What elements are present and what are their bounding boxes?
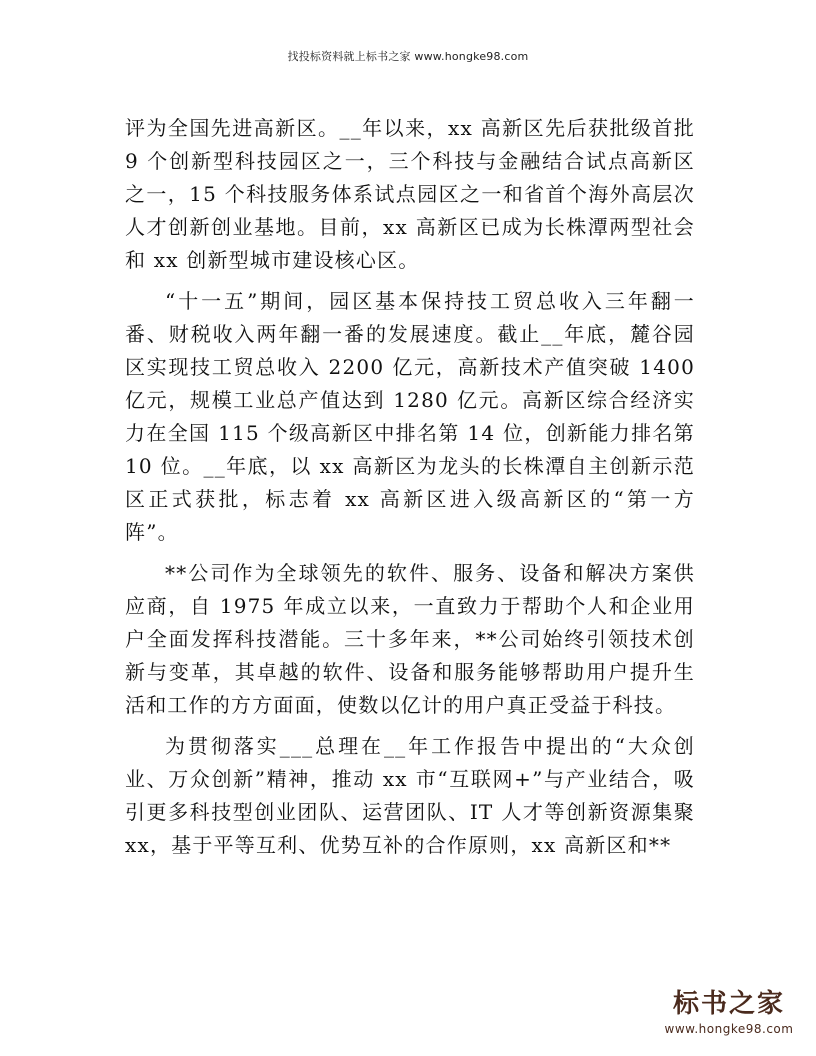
paragraph: 为贯彻落实___总理在__年工作报告中提出的“大众创业、万众创新”精神，推动 xx 市“互联网+”与产业结合，吸引更多科技型创业团队、运营团队、IT 人才等创新资源集聚 xx，基于平等互利、优势互补的合作原则，xx 高新区和** (125, 734, 695, 857)
watermark-logo (664, 990, 794, 1036)
paragraph: 评为全国先进高新区。__年以来，xx 高新区先后获批级首批 9 个创新型科技园区之一，三个科技与金融结合试点高新区之一，15 个科技服务体系试点园区之一和省首个海外高层次人才创新创业基地。目前，xx 高新区已成为长株潭两型社会和 xx 创新型城市建设核心区。 (125, 116, 695, 272)
paragraph: “十一五”期间，园区基本保持技工贸总收入三年翻一番、财税收入两年翻一番的发展速度。截止__年底，麓谷园区实现技工贸总收入 2200 亿元，高新技术产值突破 1400 亿元，规模工业总产值达到 1280 亿元。高新区综合经济实力在全国 115 个级高新区中排名第 14 位，创新能力排名第 10 位。__年底，以 xx 高新区为龙头的长株潭自主创新示范区正式获批，标志着 xx 高新区进入级高新区的“第一方阵”。 (125, 289, 695, 544)
paragraph: **公司作为全球领先的软件、服务、设备和解决方案供应商，自 1975 年成立以来，一直致力于帮助个人和企业用户全面发挥科技潜能。三十多年来，**公司始终引领技术创新与变革，其卓越的软件、设备和服务能够帮助用户提升生活和工作的方方面面，使数以亿计的用户真正受益于科技。 (125, 561, 695, 717)
document-body (125, 112, 695, 862)
watermark-title: 标书之家 (672, 989, 785, 1019)
watermark-site: www.hongke98.com (664, 1022, 794, 1036)
page-header: 找投标资料就上标书之家 www.hongke98.com (287, 50, 529, 63)
